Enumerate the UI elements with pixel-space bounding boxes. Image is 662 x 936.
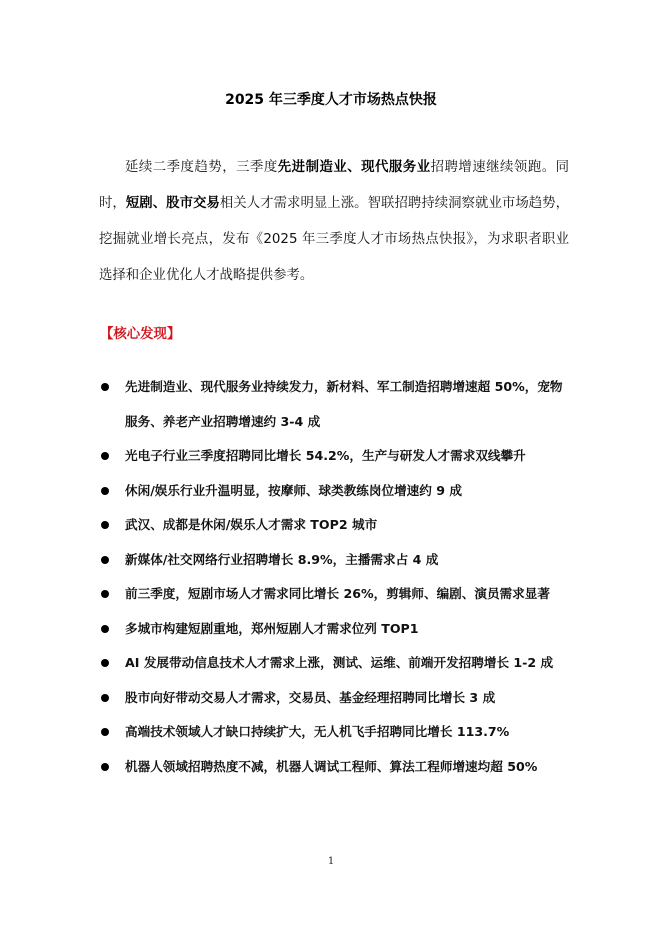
bullet-icon <box>101 625 109 633</box>
list-item <box>100 681 570 716</box>
intro-text: 延续二季度趋势，三季度 <box>125 160 278 175</box>
intro-text: 招聘增速继续领跑。同时， <box>99 160 569 211</box>
finding-text: 机器人领域招聘热度不减，机器人调试工程师、算法工程师增速均超 50% <box>125 758 538 774</box>
list-item <box>100 646 570 681</box>
list-item <box>100 474 570 509</box>
list-item <box>100 439 570 474</box>
finding-text: 前三季度，短剧市场人才需求同比增长 26%，剪辑师、编剧、演员需求显著 <box>125 586 550 601</box>
list-item <box>100 750 570 785</box>
finding-text: 股市向好带动交易人才需求，交易员、基金经理招聘同比增长 3 成 <box>125 689 496 705</box>
list-item <box>100 715 570 750</box>
bullet-icon <box>101 521 109 529</box>
finding-text: 多城市构建短剧重地，郑州短剧人才需求位列 TOP1 <box>125 620 419 636</box>
intro-highlight: 先进制造业、现代服务业 <box>277 160 431 175</box>
finding-text: 高端技术领域人才缺口持续扩大，无人机飞手招聘同比增长 113.7% <box>125 724 510 739</box>
bullet-icon <box>101 383 109 391</box>
list-item <box>100 508 570 543</box>
finding-text: 光电子行业三季度招聘同比增长 54.2%，生产与研发人才需求双线攀升 <box>125 448 526 463</box>
finding-text: 武汉、成都是休闲/娱乐人才需求 TOP2 城市 <box>125 517 378 532</box>
finding-text: 休闲/娱乐行业升温明显，按摩师、球类教练岗位增速约 9 成 <box>125 482 462 498</box>
finding-text: AI 发展带动信息技术人才需求上涨，测试、运维、前端开发招聘增长 1-2 成 <box>125 655 554 670</box>
bullet-icon <box>101 452 109 460</box>
list-item <box>100 612 570 647</box>
list-item <box>100 577 570 612</box>
bullet-icon <box>101 487 109 495</box>
bullet-icon <box>101 590 109 598</box>
finding-text: 先进制造业、现代服务业持续发力，新材料、军工制造招聘增速超 50%，宠物服务、养老产业招聘增速约 3-4 成 <box>125 379 563 429</box>
intro-highlight: 短剧、股市交易 <box>125 196 220 211</box>
page-number: 1 <box>327 856 335 867</box>
list-item <box>100 370 570 439</box>
bullet-icon <box>101 659 109 667</box>
intro-paragraph <box>99 150 569 294</box>
document-title: 2025 年三季度人才市场热点快报 <box>225 92 437 108</box>
findings-list <box>100 370 570 784</box>
bullet-icon <box>101 728 109 736</box>
bullet-icon <box>101 694 109 702</box>
intro-text: 相关人才需求明显上涨。智联招聘持续洞察就业市场趋势，挖掘就业增长亮点，发布《2025 年三季度人才市场热点快报》，为求职者职业选择和企业优化人才战略提供参考。 <box>99 196 570 283</box>
section-heading-core-findings: 【核心发现】 <box>100 327 181 342</box>
list-item <box>100 543 570 578</box>
finding-text: 新媒体/社交网络行业招聘增长 8.9%，主播需求占 4 成 <box>125 551 439 567</box>
bullet-icon <box>101 556 109 564</box>
bullet-icon <box>101 763 109 771</box>
